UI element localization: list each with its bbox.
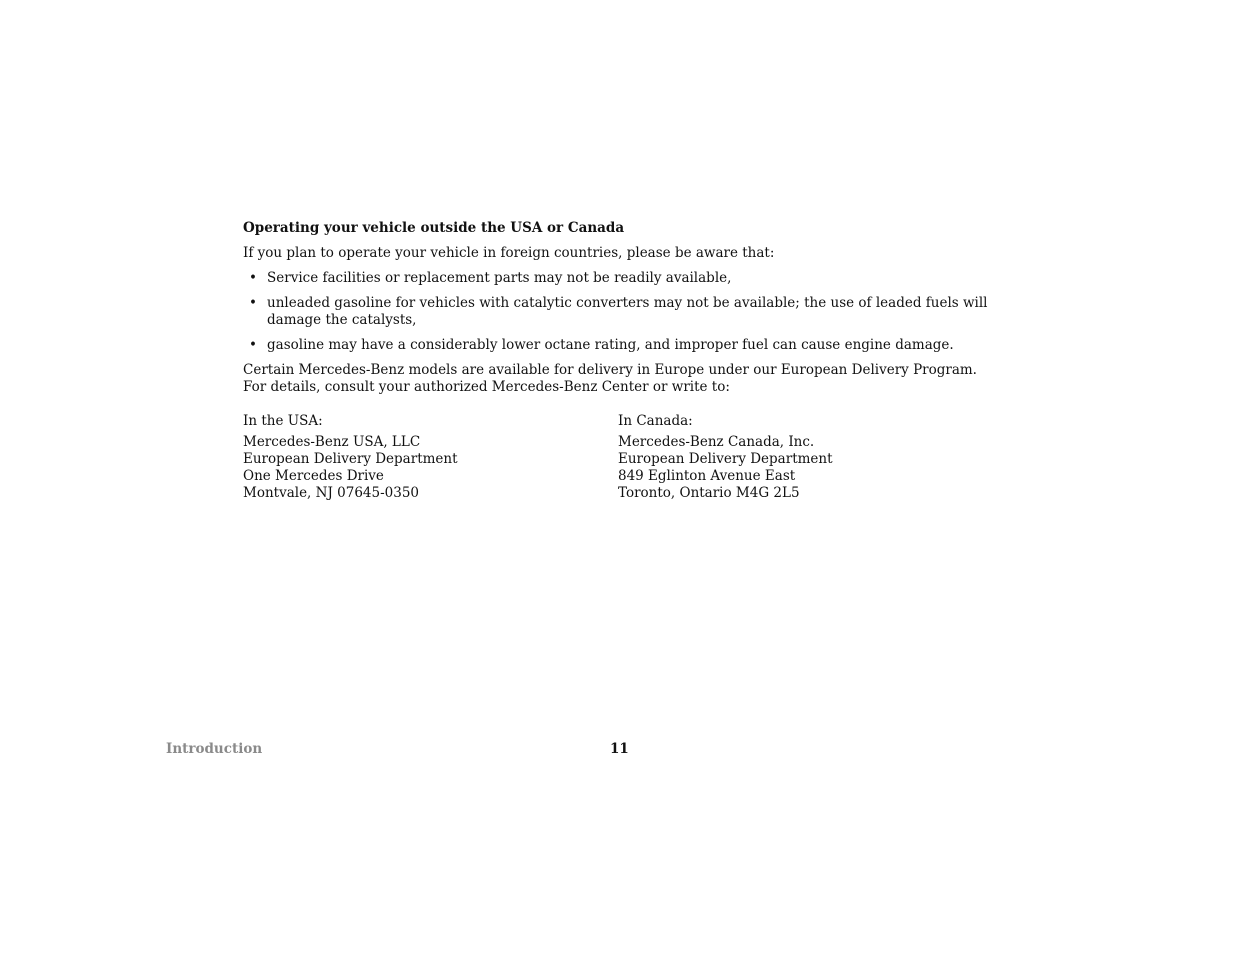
- address-line: European Delivery Department: [618, 451, 833, 467]
- address-line: One Mercedes Drive: [243, 468, 384, 484]
- canada-address-label: In Canada:: [618, 413, 693, 429]
- address-line: Mercedes-Benz Canada, Inc.: [618, 434, 815, 450]
- bullet-icon: •: [249, 337, 257, 353]
- footer-section-name: Introduction: [166, 741, 263, 757]
- bullet-text: unleaded gasoline for vehicles with catalytic converters may not be available; the use of leaded fuels will damage the catalysts,: [267, 295, 988, 328]
- bullet-list: [243, 270, 1003, 354]
- address-line: European Delivery Department: [243, 451, 458, 467]
- address-line: Mercedes-Benz USA, LLC: [243, 434, 421, 450]
- intro-paragraph: If you plan to operate your vehicle in foreign countries, please be aware that:: [243, 245, 775, 261]
- delivery-paragraph: Certain Mercedes-Benz models are available for delivery in Europe under our European Delivery Program. For details, consult your authorized Mercedes-Benz Center or write to:: [243, 362, 977, 395]
- address-line: 849 Eglinton Avenue East: [618, 468, 796, 484]
- address-block: [243, 413, 1003, 502]
- list-item: [243, 270, 1003, 287]
- bullet-text: gasoline may have a considerably lower octane rating, and improper fuel can cause engine damage.: [267, 337, 954, 353]
- bullet-icon: •: [249, 295, 257, 311]
- address-line: Montvale, NJ 07645-0350: [243, 485, 420, 501]
- list-item: [243, 295, 1003, 329]
- page-number: 11: [610, 741, 629, 757]
- canada-address: [618, 413, 993, 502]
- address-line: Toronto, Ontario M4G 2L5: [618, 485, 800, 501]
- usa-address-label: In the USA:: [243, 413, 323, 429]
- bullet-icon: •: [249, 270, 257, 286]
- list-item: [243, 337, 1003, 354]
- usa-address: [243, 413, 618, 502]
- page-content: [243, 220, 1003, 502]
- bullet-text: Service facilities or replacement parts may not be readily available,: [267, 270, 732, 286]
- section-heading: Operating your vehicle outside the USA or Canada: [243, 220, 625, 236]
